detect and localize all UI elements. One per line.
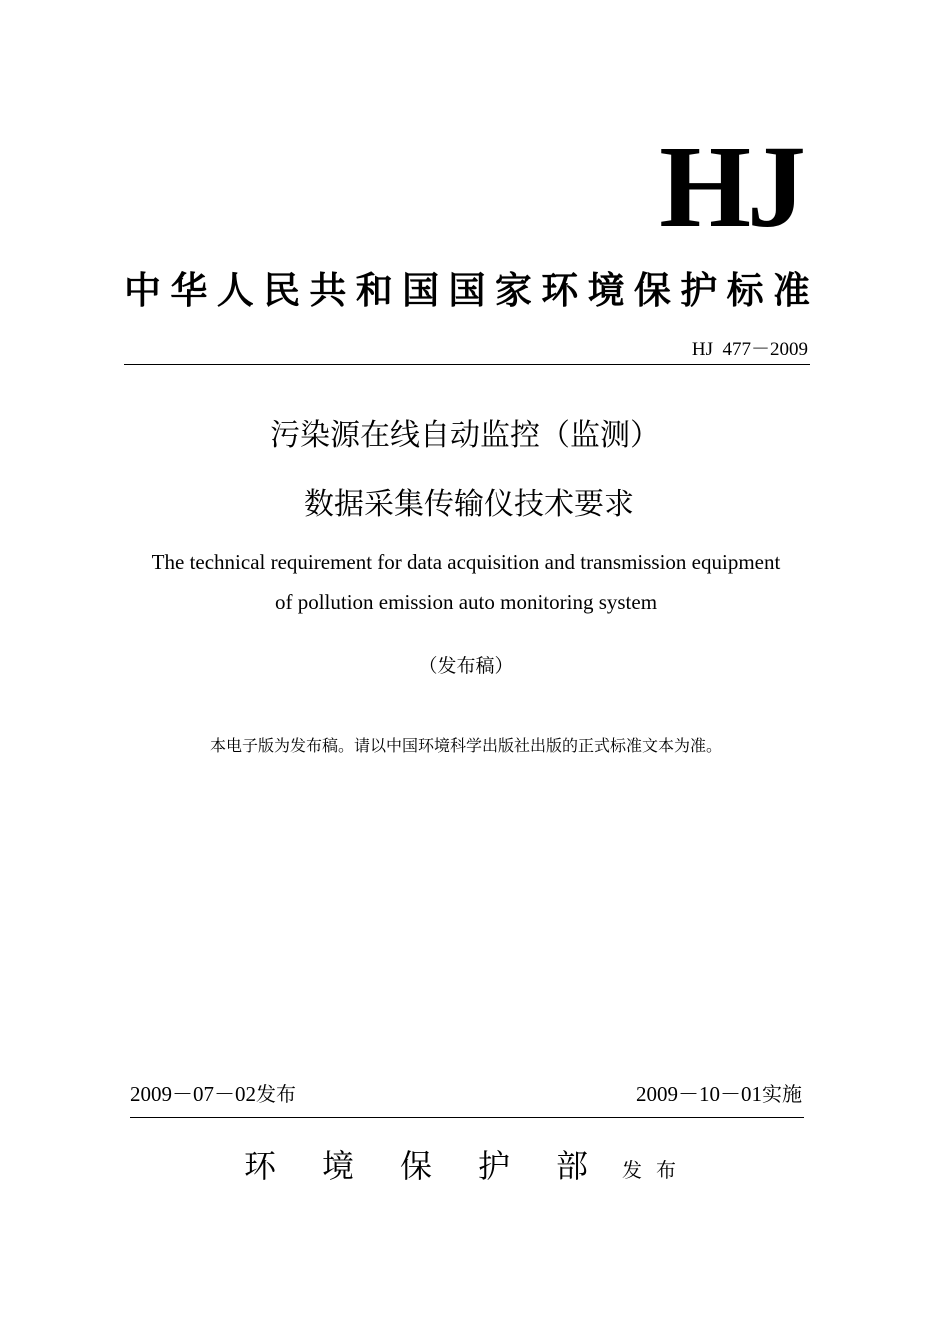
header-divider: [124, 364, 810, 365]
hj-logo: HJ: [659, 121, 802, 252]
english-title-line-1: The technical requirement for data acquisition and transmission equipment: [151, 550, 781, 574]
effective-date: 2009－10－01: [636, 1082, 762, 1106]
document-title-line-1: 污染源在线自动监控（监测）: [270, 418, 660, 453]
organization-title: 中华人民共和国国家环境保护标准: [124, 269, 810, 312]
effective-date-block: [636, 1080, 802, 1108]
issue-label: 发布: [256, 1082, 296, 1106]
english-title-line-2: of pollution emission auto monitoring system: [274, 590, 658, 614]
issue-date: 2009－07－02: [130, 1082, 256, 1106]
document-title-line-2: 数据采集传输仪技术要求: [304, 487, 634, 522]
publisher-suffix: 发布: [622, 1158, 690, 1182]
footer-divider: [130, 1117, 804, 1118]
publisher-name: 环境保护部: [244, 1147, 635, 1185]
effective-label: 实施: [762, 1082, 802, 1106]
standard-number: HJ 477－2009: [691, 339, 808, 360]
issue-date-block: [130, 1080, 296, 1108]
electronic-version-notice: 本电子版为发布稿。请以中国环境科学出版社出版的正式标准文本为准。: [209, 736, 722, 755]
draft-label: （发布稿）: [418, 655, 514, 677]
